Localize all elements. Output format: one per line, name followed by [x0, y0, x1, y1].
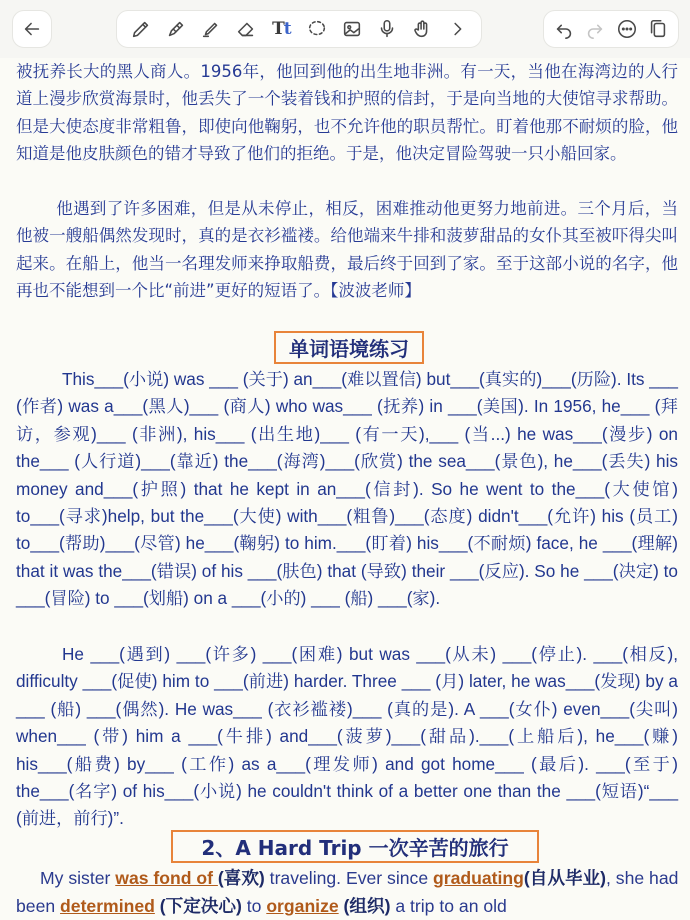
lasso-icon[interactable] [302, 14, 332, 44]
story-text: a trip to an old [390, 896, 507, 916]
gloss: (下定决心) [154, 896, 242, 916]
back-pill [12, 10, 52, 48]
chinese-paragraph-2-text: 他遇到了许多困难，但是从未停止，相反，困难推动他更努力地前进。三个月后，当他被一艘船偶然发现时，真的是衣衫褴褛。给他端来牛排和菠萝甜品的女仆其至被吓得尖叫起来。在船上，他当一名理发师来挣取船费，最后终于回到了家。至于这部小说的名字，他再也不能想到一个比“前进”更好的短语了。【波波老师】 [16, 199, 678, 300]
keyword: organize [266, 896, 339, 916]
keyword: determined [60, 896, 155, 916]
actions-pill [543, 10, 679, 48]
story-text: to [241, 896, 267, 916]
story-text: , she had been [16, 868, 679, 916]
section-heading-text: 单词语境练习 [289, 337, 409, 361]
redo-icon[interactable] [580, 14, 610, 44]
story-text: My sister [40, 868, 116, 888]
chinese-paragraph-1 [16, 58, 678, 167]
cloze-paragraph-1-text: This___(小说) was ___ (关于) an___(难以置信) but___(真实的)___(历险). Its ___ (作者) was a___(黑人)___ (商人) who was___ (抚养) in ___(美国). In 1956, he___ (拜访，参观)___ (非洲), his___ (出生地)___ (有一天),___ (当...) he was___(漫步) on the___ (人行道)___(靠近) the___(海湾)___(欣赏) the sea___(景色), he___(丢失) his money and___(护照) that he kept in an___(信封). So he went to the___(大使馆) to___(寻求)help, but the___(大使) with___(粗鲁)___(态度) didn't___(允许) his (员工) to___(帮助)___(尽管) he___(鞠躬) to him.___(盯着) his___(不耐烦) face, he ___(理解) that it was the___(错误) of his ___(肤色) that (导致) their ___(反应). So he ___(决定) to ___(冒险) to ___(划船) on a ___(小的) ___ (船) ___(家). [16, 369, 678, 609]
section-heading-vocab-practice [274, 331, 424, 364]
cloze-paragraph-2-text: He ___(遇到) ___(许多) ___(困难) but was ___(从未) ___(停止). ___(相反), difficulty ___(促使) him to ___(前进) harder. Three ___ (月) later, he was___(发现) by a ___ (船) ___(偶然). He was___ (衣衫褴褛)___ (真的是). A ___(女仆) even___(尖叫) when___ (带) him a ___(牛排) and___(菠萝)___(甜品).___(上船后), he___(赚) his___(船费) by___ (工作) as a___(理发师) and got home___ (最后). ___(至于) the___(名字) of his___(小说) he couldn't think of a better one than the ___(短语)“___ (前进，前行)”. [16, 644, 678, 829]
keyword: was fond of [115, 868, 218, 888]
toolbar [0, 0, 690, 58]
undo-icon[interactable] [549, 14, 579, 44]
chinese-paragraph-2 [16, 195, 678, 304]
text-tool-icon[interactable]: Tt [272, 19, 291, 39]
gesture-hand-icon[interactable] [407, 14, 437, 44]
story-paragraph [16, 864, 686, 920]
pencil-icon[interactable] [126, 14, 156, 44]
marker-icon[interactable] [161, 14, 191, 44]
drawing-tools-pill [116, 10, 482, 48]
story-text: traveling. Ever since [264, 868, 433, 888]
eraser-icon[interactable] [231, 14, 261, 44]
gloss: (组织) [338, 896, 391, 916]
chevron-right-icon[interactable] [442, 14, 472, 44]
keyword: graduating [433, 868, 524, 888]
gloss: (喜欢) [217, 868, 265, 888]
pages-icon[interactable] [643, 14, 673, 44]
note-page[interactable] [0, 58, 690, 920]
chinese-paragraph-1-text: 被抚养长大的黑人商人。1956年，他回到他的出生地非洲。有一天，当他在海湾边的人行道上漫步欣赏海景时，他丢失了一个装着钱和护照的信封，于是向当地的大使馆寻求帮助。但是大使态度非常粗鲁，即使向他鞠躬，也不允许他的职员帮忙。盯着他那不耐烦的脸，他知道是他皮肤颜色的错才导致了他们的拒绝。于是，他决定冒险驾驶一只小船回家。 [16, 62, 678, 163]
section-heading-text: 2、A Hard Trip 一次辛苦的旅行 [201, 836, 509, 860]
section-heading-hard-trip [171, 830, 539, 863]
gloss: (自从毕业) [523, 868, 606, 888]
highlighter-icon[interactable] [196, 14, 226, 44]
cloze-paragraph-1 [16, 366, 678, 613]
more-icon[interactable] [612, 14, 642, 44]
cloze-paragraph-2 [16, 641, 678, 833]
back-icon[interactable] [17, 14, 47, 44]
microphone-icon[interactable] [372, 14, 402, 44]
image-icon[interactable] [337, 14, 367, 44]
